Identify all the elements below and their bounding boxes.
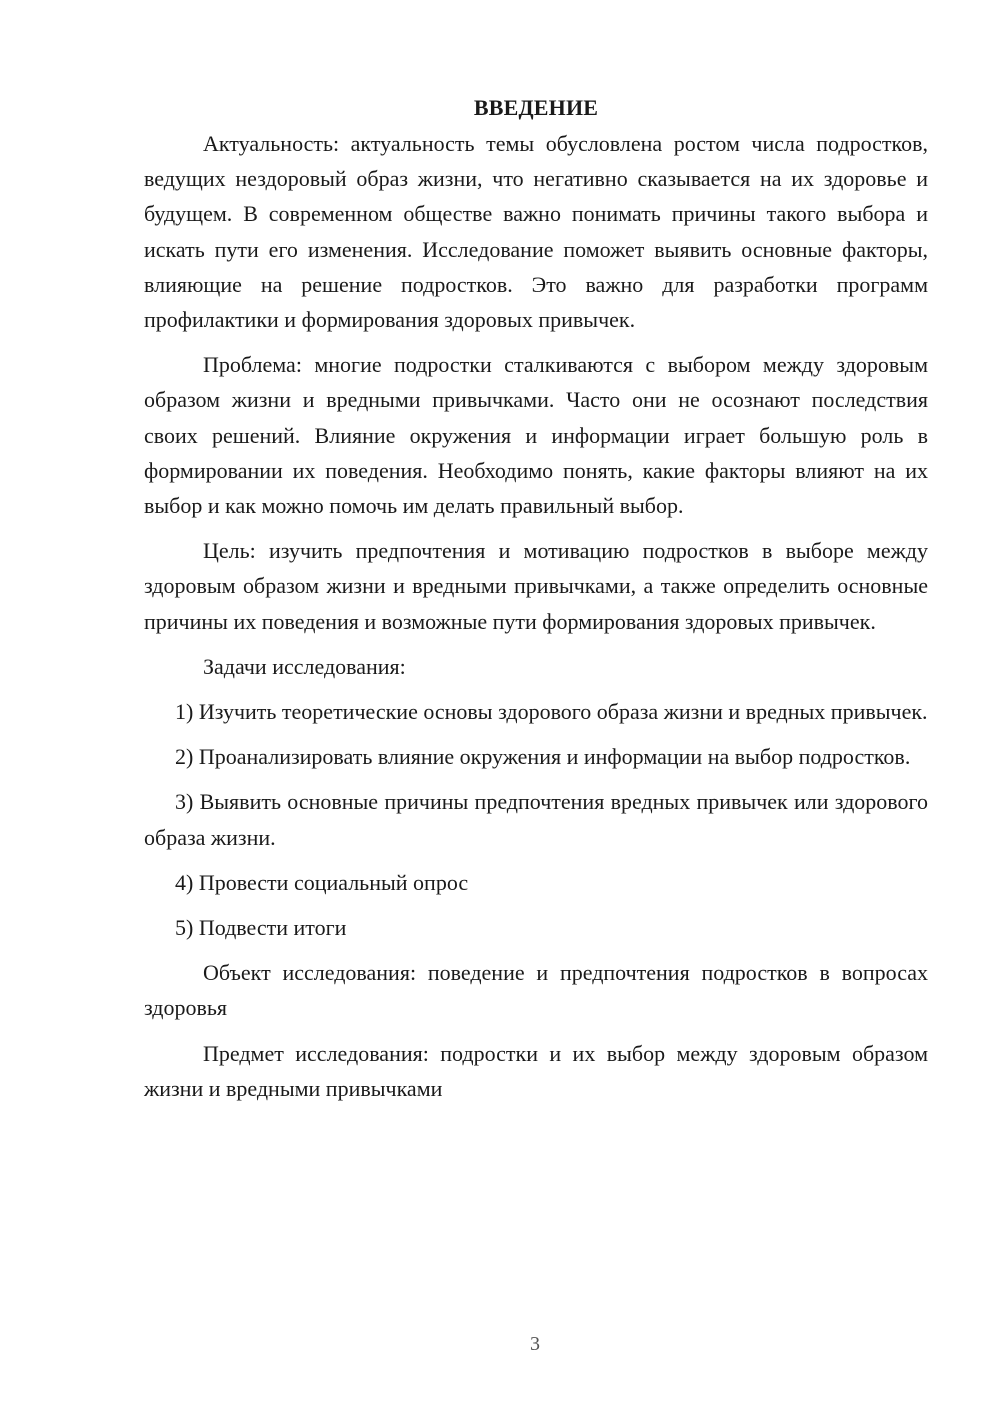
problem-paragraph: Проблема: многие подростки сталкиваются с выбором между здоровым образом жизни и вредными привычками. Часто они не осознают последствия своих решений. Влияние окружения и информации играет большую роль в формировании их поведения. Необходимо понять, какие факторы влияют на их выбор и как можно помочь им делать правильный выбор. — [144, 352, 928, 519]
relevance-paragraph: Актуальность: актуальность темы обусловлена ростом числа подростков, ведущих нездоровый образ жизни, что негативно сказывается на их здоровье и будущем. В современном обществе важно понимать причины такого выбора и искать пути его изменения. Исследование поможет выявить основные факторы, влияющие на решение подростков. Это важно для разработки программ профилактики и формирования здоровых привычек. — [144, 131, 928, 333]
task-item-5: 5) Подвести итоги — [175, 915, 347, 941]
page-title: ВВЕДЕНИЕ — [473, 95, 599, 120]
task-item-4: 4) Провести социальный опрос — [175, 869, 469, 895]
task-item-2: 2) Проанализировать влияние окружения и информации на выбор подростков. — [175, 744, 911, 770]
object-paragraph: Объект исследования: поведение и предпочтения подростков в вопросах здоровья — [144, 960, 928, 1021]
subject-paragraph: Предмет исследования: подростки и их выбор между здоровым образом жизни и вредными привычками — [144, 1040, 928, 1101]
tasks-list — [144, 694, 928, 945]
document-page — [144, 92, 928, 1116]
task-item-1: 1) Изучить теоретические основы здорового образа жизни и вредных привычек. — [175, 699, 928, 725]
tasks-heading: Задачи исследования: — [203, 653, 406, 679]
page-number: 3 — [530, 1333, 540, 1355]
goal-paragraph: Цель: изучить предпочтения и мотивацию подростков в выборе между здоровым образом жизни и вредными привычками, а также определить основные причины их поведения и возможные пути формирования здоровых привычек. — [144, 538, 928, 634]
task-item-3: 3) Выявить основные причины предпочтения вредных привычек или здорового образа жизни. — [144, 789, 928, 850]
